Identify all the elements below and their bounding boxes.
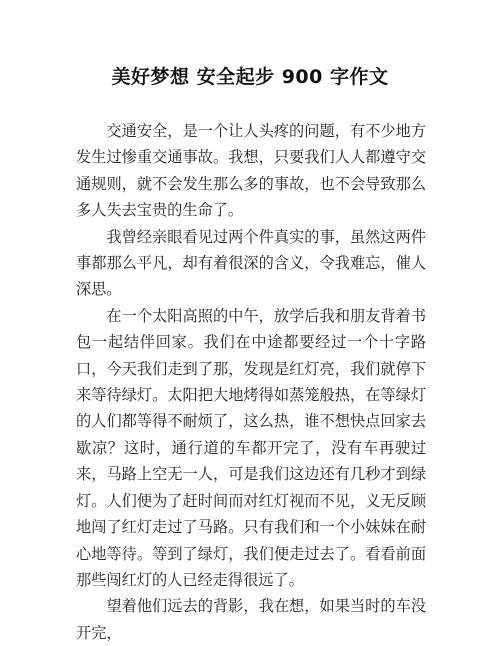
paragraph-1: 交通安全，是一个让人头疼的问题，有不少地方发生过惨重交通事故。我想，只要我们人人都遵守交通规则，就不会发生那么多的事故，也不会导致那么多人失去宝贵的生命了。 [76, 122, 426, 220]
document-body [76, 118, 426, 646]
paragraph-3: 在一个太阳高照的中午，放学后我和朋友背着书包一起结伴回家。我们在中途都要经过一个十字路口，今天我们走到了那，发现是红灯亮，我们就停下来等待绿灯。太阳把大地烤得如蒸笼般热，在等绿灯的人们都等得不耐烦了，这么热，谁不想快点回家去歇凉？这时，通行道的车都开完了，没有车再驶过来，马路上空无一人，可是我们这边还有几秒才到绿灯。人们便为了赶时间而对红灯视而不见，义无反顾地闯了红灯走过了马路。只有我们和一个小妹妹在耐心地等待。等到了绿灯，我们便走过去了。看看前面那些闯红灯的人已经走得很远了。 [76, 306, 426, 589]
paragraph-4: 望着他们远去的背影，我在想，如果当时的车没开完， [76, 597, 426, 642]
paragraph-2: 我曾经亲眼看见过两个件真实的事，虽然这两件事都那么平凡，却有着很深的含义，令我难忘，催人深思。 [76, 227, 426, 299]
document-title: 美好梦想 安全起步 900 字作文 [111, 66, 389, 88]
